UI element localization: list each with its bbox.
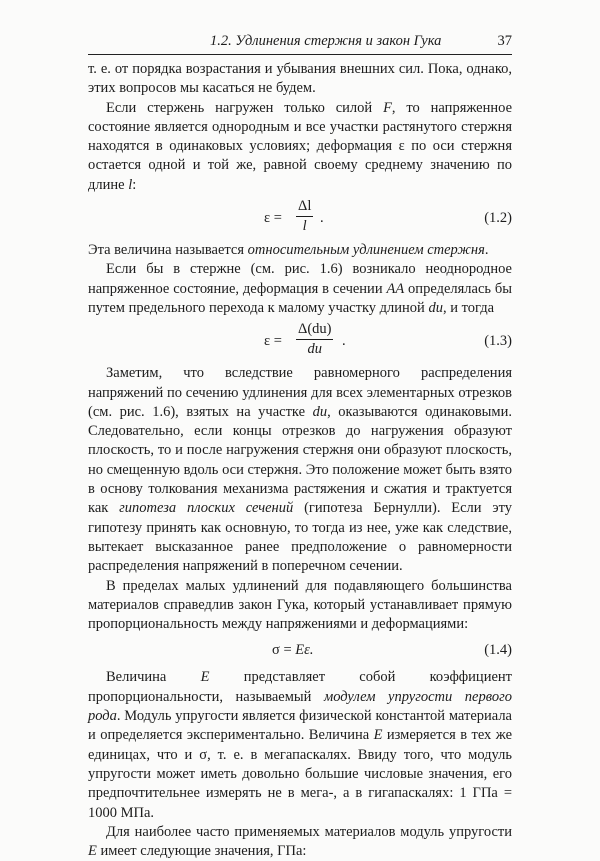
equation-number: (1.3) bbox=[484, 333, 512, 350]
paragraph-5: Заметим, что вследствие равномерного распределения напряжений по сечению удлинения для всех элементарных отрезков (см. рис. 1.6), взятых на участке du, оказываются одинаковыми. Следовательно, если концы отрезков до нагружения образуют плоскость, то и после нагружения стержня они образуют плоскость, но смещенную вдоль оси стержня. Это положение может быть взято в основу толкования механизма растяжения и сжатия и трактуется как гипотеза плоских сечений (гипотеза Бернулли). Если эту гипотезу принять как основную, то тогда из нее, уже как следствие, вытекает высказанное ранее предположение о равномерности распределения напряжений в поперечном сечении. bbox=[88, 365, 512, 575]
running-header bbox=[88, 30, 512, 55]
paragraph-1: т. е. от порядка возрастания и убывания внешних сил. Пока, однако, этих вопросов мы касаться не будем. bbox=[88, 61, 512, 97]
paragraph-8: Для наиболее часто применяемых материалов модуль упругости E имеет следующие значения, ГПа: bbox=[88, 823, 512, 860]
equation-1-2: ε = $\frac{\Delta l}{l}$ . (1.2) bbox=[264, 198, 512, 235]
equation-1-3: ε = $\frac{\Delta(du)}{du}$ . (1.3) bbox=[264, 321, 512, 358]
equation-number: (1.2) bbox=[484, 210, 512, 227]
equation-number: (1.4) bbox=[484, 642, 512, 659]
fraction: $\frac{\Delta(du)}{du}$ bbox=[298, 321, 332, 358]
paragraph-7: Величина E представляет собой коэффициент пропорциональности, называемый модулем упругости первого рода. Модуль упругости является физической константой материала и определяется экспериментально. Величина E измеряется в тех же единицах, что и σ, т. е. в мегапаскалях. Ввиду того, что модуль упругости может иметь довольно большие числовые значения, его предпочтительнее измерять не в мега-, а в гигапаскалях: 1 ГПа = 1000 МПа. bbox=[88, 669, 513, 821]
paragraph-3: Эта величина называется относительным удлинением стержня. bbox=[88, 242, 489, 259]
paragraph-6: В пределах малых удлинений для подавляющего большинства материалов справедлив закон Гука, который устанавливает прямую пропорциональность между напряжениями и деформациями: bbox=[88, 577, 512, 633]
header-title: 1.2. Удлинения стержня и закон Гука bbox=[210, 33, 442, 49]
fraction: $\frac{\Delta l}{l}$ bbox=[298, 198, 312, 235]
page-body bbox=[88, 60, 512, 861]
equation-1-4: σ = Eε. (1.4) bbox=[88, 636, 512, 666]
paragraph-4: Если бы в стержне (см. рис. 1.6) возникало неоднородное напряженное состояние, деформация в сечении АА определялась бы путем предельного перехода к малому участку длиной du, и тогда bbox=[88, 261, 512, 316]
page-number: 37 bbox=[497, 33, 512, 49]
paragraph-2: Если стержень нагружен только силой F, то напряженное состояние является однородным и все участки растянутого стержня находятся в одинаковых условиях; деформация ε по оси стержня остается одной и той же, равной своему среднему значению по длине l: bbox=[88, 99, 513, 193]
